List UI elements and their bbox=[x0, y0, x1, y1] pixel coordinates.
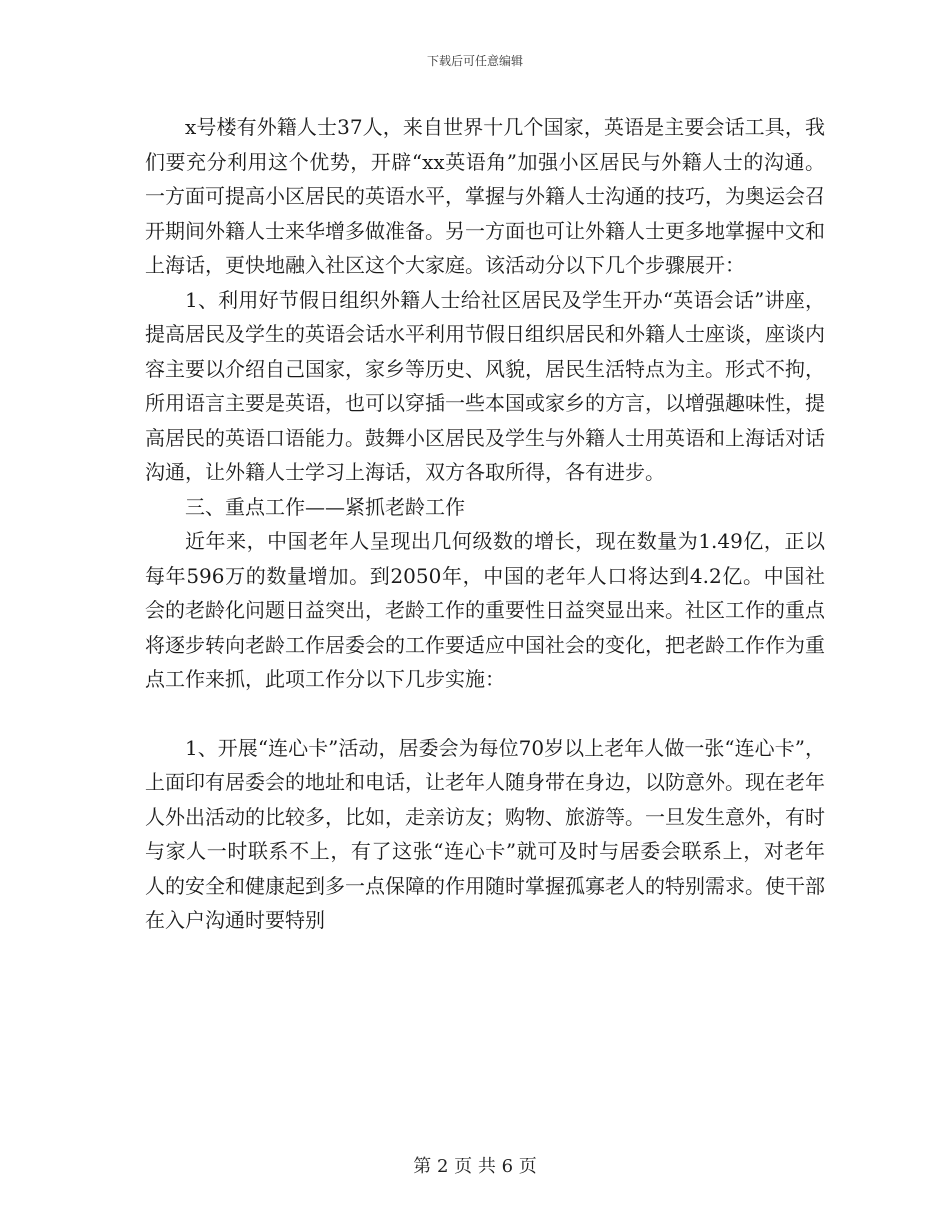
section-heading-elderly-work: 三、重点工作——紧抓老龄工作 bbox=[185, 494, 465, 519]
document-body bbox=[145, 110, 825, 938]
paragraph-heart-card: 1、开展“连心卡”活动，居委会为每位70岁以上老年人做一张“连心卡”，上面印有居委会的地址和电话，让老年人随身带在身边，以防意外。现在老年人外出活动的比较多，比如，走亲访友；购物、旅游等。一旦发生意外，有时与家人一时联系不上，有了这张“连心卡”就可及时与居委会联系上，对老年人的安全和健康起到多一点保障的作用随时掌握孤寡老人的特别需求。使干部在入户沟通时要特别 bbox=[145, 735, 825, 932]
paragraph-english-corner: x号楼有外籍人士37人，来自世界十几个国家，英语是主要会话工具，我们要充分利用这个优势，开辟“xx英语角”加强小区居民与外籍人士的沟通。一方面可提高小区居民的英语水平，掌握与外籍人士沟通的技巧，为奥运会召开期间外籍人士来华增多做准备。另一方面也可让外籍人士更多地掌握中文和上海话，更快地融入社区这个大家庭。该活动分以下几个步骤展开： bbox=[145, 115, 825, 277]
page-header: 下载后可任意编辑 bbox=[426, 54, 523, 68]
page-number-footer: 第 2 页 共 6 页 bbox=[413, 1156, 537, 1177]
paragraph-spacer bbox=[145, 697, 825, 731]
paragraph-english-lecture: 1、利用好节假日组织外籍人士给社区居民及学生开办“英语会话”讲座，提高居民及学生的英语会话水平利用节假日组织居民和外籍人士座谈，座谈内容主要以介绍自己国家，家乡等历史、风貌，居民生活特点为主。形式不拘，所用语言主要是英语，也可以穿插一些本国或家乡的方言，以增强趣味性，提高居民的英语口语能力。鼓舞小区居民及学生与外籍人士用英语和上海话对话沟通，让外籍人士学习上海话，双方各取所得，各有进步。 bbox=[145, 287, 825, 484]
paragraph-aging-population: 近年来，中国老年人呈现出几何级数的增长，现在数量为1.49亿，正以每年596万的数量增加。到2050年，中国的老年人口将达到4.2亿。中国社会的老龄化问题日益突出，老龄工作的重要性日益突显出来。社区工作的重点将逐步转向老龄工作居委会的工作要适应中国社会的变化，把老龄工作作为重点工作来抓，此项工作分以下几步实施： bbox=[145, 529, 825, 691]
